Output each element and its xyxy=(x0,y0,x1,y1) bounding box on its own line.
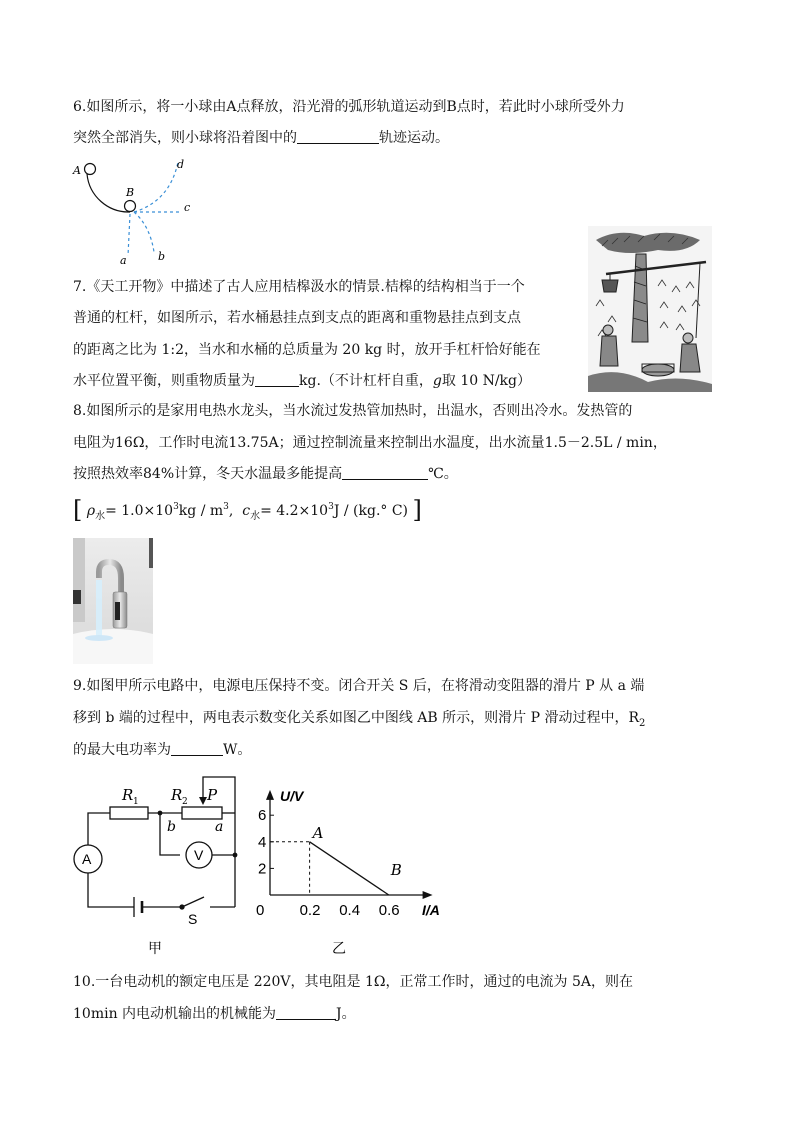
graph-x-axis-arrow xyxy=(423,891,433,899)
q7-line4 xyxy=(73,371,531,391)
graph-line-AB xyxy=(310,842,389,895)
label-P: P xyxy=(207,786,218,804)
switch-label: S xyxy=(188,911,198,927)
q6-track-diagram xyxy=(70,156,200,268)
circuit-diagram-jia xyxy=(70,775,250,960)
q9-line3-start: 的最大电功率为 xyxy=(73,742,171,758)
q8-line3-end: ℃。 xyxy=(428,466,458,482)
q9-answer-blank[interactable] xyxy=(171,741,223,756)
graph-point-A-label: A xyxy=(312,823,324,842)
graph-plot-area xyxy=(256,790,433,919)
q6-answer-blank[interactable] xyxy=(297,129,379,144)
q7-answer-blank[interactable] xyxy=(255,372,299,387)
q7-line4-end: 取 10 N/kg） xyxy=(441,373,532,389)
label-R1-sub: 1 xyxy=(133,797,139,807)
graph-x-tick-label: 0.4 xyxy=(339,902,361,919)
q8-answer-blank[interactable] xyxy=(342,465,428,480)
label-R2-sub: 2 xyxy=(182,797,188,807)
graph-x-tick-label: 0 xyxy=(256,902,265,919)
rho-symbol: ρ xyxy=(86,503,96,519)
q8-constants: [ $\rho_水= 1.0\times 10^3kg / m^3$, $c_水= 4.2\times 10^3J / (kg.^\circ$ C) ] xyxy=(73,496,422,524)
c-symbol: c xyxy=(242,503,251,519)
q9-line2-text: 移到 b 端的过程中，两电表示数变化关系如图乙中图线 AB 所示，则滑片 P 滑动过程中，R xyxy=(73,710,640,726)
graph-y-tick-label: 2 xyxy=(258,860,267,878)
voltmeter-label: V xyxy=(194,847,204,863)
rho-value: = 1.0×10 xyxy=(105,503,174,519)
label-c: c xyxy=(184,201,191,214)
label-b: b xyxy=(158,250,166,263)
rho-exponent: 3 xyxy=(173,502,179,512)
rho-unit-exponent: 3 xyxy=(223,502,229,512)
graph-y-axis-label: U/V xyxy=(280,788,304,804)
q6-line1: 6.如图所示，将一小球由A点释放，沿光滑的弧形轨道运动到B点时，若此时小球所受外力 xyxy=(73,99,625,115)
q7-line3: 的距离之比为 1:2，当水和水桶的总质量为 20 kg 时，放开手杠杆恰好能在 xyxy=(73,342,541,358)
q6-line2 xyxy=(73,128,449,148)
q8-line2: 电阻为16Ω，工作时电流13.75A；通过控制流量来控制出水温度，出水流量1.5－2.5L / min， xyxy=(73,435,667,451)
caption-yi: 乙 xyxy=(332,941,346,957)
q8-line1: 8.如图所示的是家用电热水龙头，当水流过发热管加热时，出温水，否则出冷水。发热管的 xyxy=(73,403,633,419)
q9-line3-end: W。 xyxy=(223,742,252,758)
q9-line2 xyxy=(73,708,645,734)
q10-line2 xyxy=(73,1004,356,1024)
q7-line4-mid: kg.（不计杠杆自重， xyxy=(299,373,433,389)
label-d: d xyxy=(177,158,185,171)
label-R2: R xyxy=(171,786,183,804)
label-a-terminal: a xyxy=(215,819,224,835)
rho-unit: kg / m xyxy=(178,503,224,519)
q9-line2-subscript: 2 xyxy=(639,718,646,729)
trajectory-a xyxy=(128,214,130,256)
q10-line2-end: J。 xyxy=(336,1006,356,1022)
graph-x-tick-label: 0.2 xyxy=(299,902,321,919)
trajectory-d xyxy=(134,162,178,212)
q6-line2-end: 轨迹运动。 xyxy=(379,130,449,146)
q6-line2-start: 突然全部消失，则小球将沿着图中的 xyxy=(73,130,297,146)
c-unit: J / (kg.° C) xyxy=(333,503,409,519)
shadoof-illustration xyxy=(588,226,712,392)
label-B: B xyxy=(126,186,135,199)
c-subscript: 水 xyxy=(250,511,261,522)
c-exponent: 3 xyxy=(328,502,334,512)
q7-line4-start: 水平位置平衡，则重物质量为 xyxy=(73,373,255,389)
faucet-photo xyxy=(73,538,153,664)
q9-line3 xyxy=(73,740,251,760)
graph-point-B-label: B xyxy=(390,861,402,879)
graph-x-axis-label: I/A xyxy=(422,902,440,918)
rho-subscript: 水 xyxy=(95,511,106,522)
c-value: = 4.2×10 xyxy=(260,503,329,519)
q10-line1: 10.一台电动机的额定电压是 220V，其电阻是 1Ω，正常工作时，通过的电流为 5A，则在 xyxy=(73,974,633,990)
graph-y-tick-label: 4 xyxy=(258,833,267,851)
q9-line1: 9.如图甲所示电路中，电源电压保持不变。闭合开关 S 后，在将滑动变阻器的滑片 P 从 a 端 xyxy=(73,678,645,694)
q7-line1: 7.《天工开物》中描述了古人应用桔槔汲水的情景.桔槔的结构相当于一个 xyxy=(73,279,525,295)
q7-line2: 普通的杠杆，如图所示，若水桶悬挂点到支点的距离和重物悬挂点到支点 xyxy=(73,310,521,326)
q8-line3-start: 按照热效率84%计算，冬天水温最多能提高 xyxy=(73,466,343,482)
q7-g-symbol: g xyxy=(432,373,442,389)
trajectory-b xyxy=(134,212,154,252)
label-R1: R xyxy=(122,786,134,804)
graph-y-axis-arrow xyxy=(266,790,274,800)
ball-at-B xyxy=(125,201,136,212)
arc-track xyxy=(87,174,130,212)
graph-y-tick-label: 6 xyxy=(258,807,267,825)
label-A: A xyxy=(73,164,81,177)
u-i-graph-yi xyxy=(248,785,448,960)
q10-answer-blank[interactable] xyxy=(276,1005,336,1020)
label-b-terminal: b xyxy=(167,819,176,835)
graph-x-tick-label: 0.6 xyxy=(378,902,400,919)
label-a: a xyxy=(120,254,127,267)
ball-at-A xyxy=(85,164,96,175)
q10-line2-start: 10min 内电动机输出的机械能为 xyxy=(73,1006,277,1022)
q8-line3 xyxy=(73,464,458,484)
ammeter-label: A xyxy=(82,851,92,867)
caption-jia: 甲 xyxy=(148,941,162,957)
